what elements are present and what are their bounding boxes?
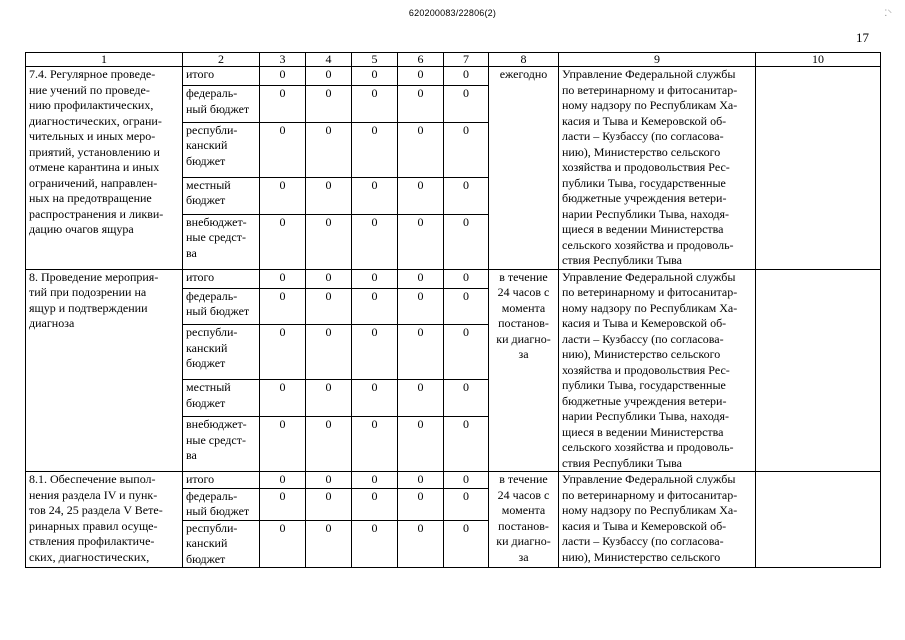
header-cell: 10 [756,53,881,67]
amount-cell: 0 [306,380,352,417]
measure-title: 7.4. Регулярное проведе- ние учений по проведе- нию профилактических, диагностических, ограни- чительных и иных меро- приятий, установлению и отмене карантина и иных ограничений, направлен- ных на предотвращение распространения и ликви- дацию очагов ящура [26,67,183,270]
funding-source: внебюджет- ные средст- ва [183,417,260,472]
measure-executor: Управление Федеральной службы по ветеринарному и фитосанитар- ному надзору по Республикам Ха- касия и Тыва и Кемеровской об- ласти – Кузбассу (по согласова- нию), Министерство сельского хозяйства и продовольствия Рес- публики Тыва, государственные бюджетные учреждения ветери- нарии Республики Тыва, находя- щиеся в ведении Министерства сельского хозяйства и продоволь- ствия Республики Тыва [559,67,756,270]
amount-cell: 0 [352,86,398,123]
funding-source: итого [183,269,260,288]
amount-cell: 0 [260,177,306,214]
header-cell: 5 [352,53,398,67]
amount-cell: 0 [398,472,444,489]
column-10-cell [756,269,881,472]
amount-cell: 0 [444,214,489,269]
amount-cell: 0 [260,67,306,86]
measure-title: 8.1. Обеспечение выпол- нения раздела IV и пунк- тов 24, 25 раздела V Вете- ринарных правил осуще- ствления профилактиче- ских, диагностических, [26,472,183,568]
amount-cell: 0 [398,122,444,177]
header-cell: 9 [559,53,756,67]
amount-cell: 0 [352,325,398,380]
header-cell: 7 [444,53,489,67]
amount-cell: 0 [306,214,352,269]
header-cell: 8 [489,53,559,67]
funding-source: федераль- ный бюджет [183,86,260,123]
table-row [26,67,881,86]
amount-cell: 0 [444,177,489,214]
amount-cell: 0 [398,86,444,123]
amount-cell: 0 [352,380,398,417]
amount-cell: 0 [398,67,444,86]
header-row [26,53,881,67]
amount-cell: 0 [260,520,306,568]
amount-cell: 0 [352,269,398,288]
amount-cell: 0 [260,269,306,288]
amount-cell: 0 [306,488,352,520]
column-10-cell [756,472,881,568]
amount-cell: 0 [306,177,352,214]
header-cell: 1 [26,53,183,67]
amount-cell: 0 [260,380,306,417]
amount-cell: 0 [398,214,444,269]
funding-source: федераль- ный бюджет [183,288,260,325]
measure-executor: Управление Федеральной службы по ветеринарному и фитосанитар- ному надзору по Республикам Ха- касия и Тыва и Кемеровской об- ласти – Кузбассу (по согласова- нию), Министерство сельского [559,472,756,568]
measure-term: ежегодно [489,67,559,270]
header-cell: 4 [306,53,352,67]
amount-cell: 0 [444,325,489,380]
amount-cell: 0 [260,214,306,269]
amount-cell: 0 [398,288,444,325]
amount-cell: 0 [306,417,352,472]
document-id: 620200083/22806(2) [408,8,497,18]
amount-cell: 0 [306,288,352,325]
table-row [26,472,881,489]
amount-cell: 0 [352,122,398,177]
measure-term: в течение 24 часов с момента постанов- ки диагно- за [489,472,559,568]
amount-cell: 0 [352,288,398,325]
amount-cell: 0 [352,214,398,269]
amount-cell: 0 [306,269,352,288]
measure-term: в течение 24 часов с момента постанов- ки диагно- за [489,269,559,472]
amount-cell: 0 [352,520,398,568]
funding-source: республи- канский бюджет [183,520,260,568]
amount-cell: 0 [398,488,444,520]
amount-cell: 0 [398,380,444,417]
measure-executor: Управление Федеральной службы по ветеринарному и фитосанитар- ному надзору по Республикам Ха- касия и Тыва и Кемеровской об- ласти – Кузбассу (по согласова- нию), Министерство сельского хозяйства и продовольствия Рес- публики Тыва, государственные бюджетные учреждения ветери- нарии Республики Тыва, находя- щиеся в ведении Министерства сельского хозяйства и продоволь- ствия Республики Тыва [559,269,756,472]
amount-cell: 0 [444,269,489,288]
amount-cell: 0 [444,288,489,325]
funding-source: республи- канский бюджет [183,122,260,177]
amount-cell: 0 [398,520,444,568]
funding-source: итого [183,472,260,489]
header-cell: 2 [183,53,260,67]
amount-cell: 0 [444,122,489,177]
amount-cell: 0 [444,472,489,489]
funding-source: федераль- ный бюджет [183,488,260,520]
header-cell: 6 [398,53,444,67]
amount-cell: 0 [352,417,398,472]
amount-cell: 0 [306,472,352,489]
amount-cell: 0 [352,472,398,489]
amount-cell: 0 [260,325,306,380]
amount-cell: 0 [352,488,398,520]
amount-cell: 0 [444,67,489,86]
amount-cell: 0 [260,472,306,489]
amount-cell: 0 [398,325,444,380]
funding-source: итого [183,67,260,86]
amount-cell: 0 [260,122,306,177]
amount-cell: 0 [398,417,444,472]
funding-source: местный бюджет [183,380,260,417]
page-number: 17 [856,30,869,45]
amount-cell: 0 [444,488,489,520]
amount-cell: 0 [260,417,306,472]
amount-cell: 0 [306,86,352,123]
funding-source: местный бюджет [183,177,260,214]
amount-cell: 0 [306,520,352,568]
measures-table [25,52,881,568]
header-cell: 3 [260,53,306,67]
amount-cell: 0 [398,269,444,288]
column-10-cell [756,67,881,270]
table-row [26,269,881,288]
amount-cell: 0 [444,86,489,123]
amount-cell: 0 [306,325,352,380]
amount-cell: 0 [260,488,306,520]
amount-cell: 0 [306,67,352,86]
measure-title: 8. Проведение мероприя- тий при подозрении на ящур и подтверждении диагноза [26,269,183,472]
scan-mark: ⁚ ⸌ [884,8,891,18]
funding-source: внебюджет- ные средст- ва [183,214,260,269]
amount-cell: 0 [444,520,489,568]
amount-cell: 0 [352,177,398,214]
amount-cell: 0 [444,417,489,472]
amount-cell: 0 [444,380,489,417]
funding-source: республи- канский бюджет [183,325,260,380]
amount-cell: 0 [398,177,444,214]
amount-cell: 0 [260,86,306,123]
amount-cell: 0 [352,67,398,86]
amount-cell: 0 [306,122,352,177]
amount-cell: 0 [260,288,306,325]
